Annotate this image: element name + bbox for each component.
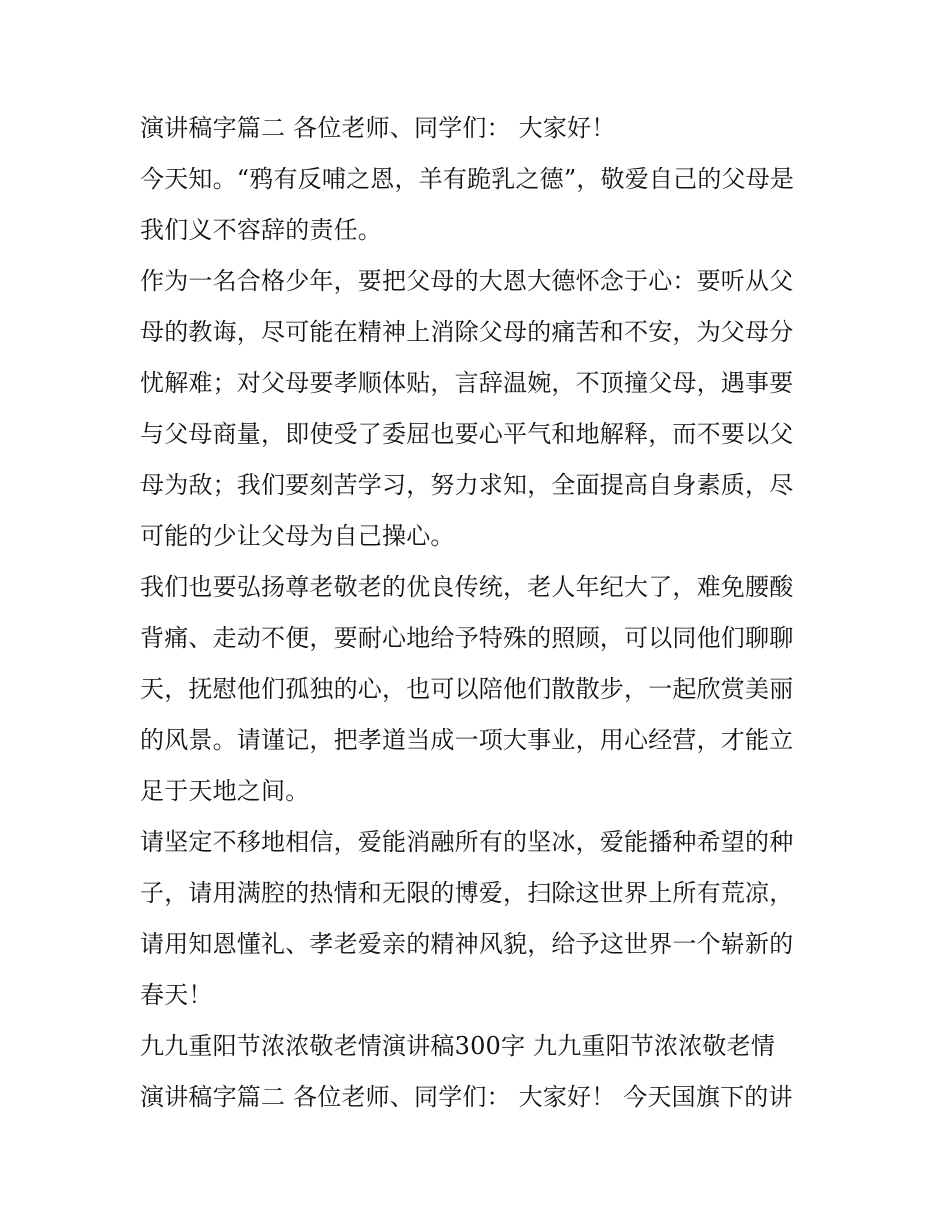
document-body <box>140 103 820 1123</box>
text-line: 春天！ <box>140 981 213 1009</box>
text-line: 请用知恩懂礼、孝老爱亲的精神风貌，给予这世界一个崭新的 <box>140 930 794 958</box>
text-line: 可能的少让父母为自己操心。 <box>140 522 455 550</box>
text-line: 请坚定不移地相信，爱能消融所有的坚冰，爱能播种希望的种 <box>140 828 794 856</box>
text-line: 演讲稿字篇二 各位老师、同学们： 大家好！ <box>140 114 616 142</box>
text-line: 母为敌；我们要刻苦学习，努力求知，全面提高自身素质，尽 <box>140 471 794 499</box>
text-line: 我们也要弘扬尊老敬老的优良传统，老人年纪大了，难免腰酸 <box>140 573 794 601</box>
text-line: 我们义不容辞的责任。 <box>140 216 382 244</box>
text-line: 作为一名合格少年，要把父母的大恩大德怀念于心：要听从父 <box>140 267 794 295</box>
text-line: 忧解难；对父母要孝顺体贴，言辞温婉，不顶撞父母，遇事要 <box>140 369 794 397</box>
text-line: 子，请用满腔的热情和无限的博爱，扫除这世界上所有荒凉， <box>140 879 794 907</box>
text-line: 背痛、走动不便，要耐心地给予特殊的照顾，可以同他们聊聊 <box>140 624 794 652</box>
text-line: 足于天地之间。 <box>140 777 310 805</box>
text-line: 今天知。“鸦有反哺之恩，羊有跪乳之德”，敬爱自己的父母是 <box>140 165 795 193</box>
text-line: 与父母商量，即使受了委屈也要心平气和地解释，而不要以父 <box>140 420 794 448</box>
text-line: 演讲稿字篇二 各位老师、同学们： 大家好！ 今天国旗下的讲 <box>140 1083 793 1111</box>
text-line: 九九重阳节浓浓敬老情演讲稿300字 九九重阳节浓浓敬老情 <box>140 1032 776 1060</box>
text-line: 天，抚慰他们孤独的心，也可以陪他们散散步，一起欣赏美丽 <box>140 675 794 703</box>
text-line: 的风景。请谨记，把孝道当成一项大事业，用心经营，才能立 <box>140 726 794 754</box>
text-line: 母的教诲，尽可能在精神上消除父母的痛苦和不安，为父母分 <box>140 318 794 346</box>
